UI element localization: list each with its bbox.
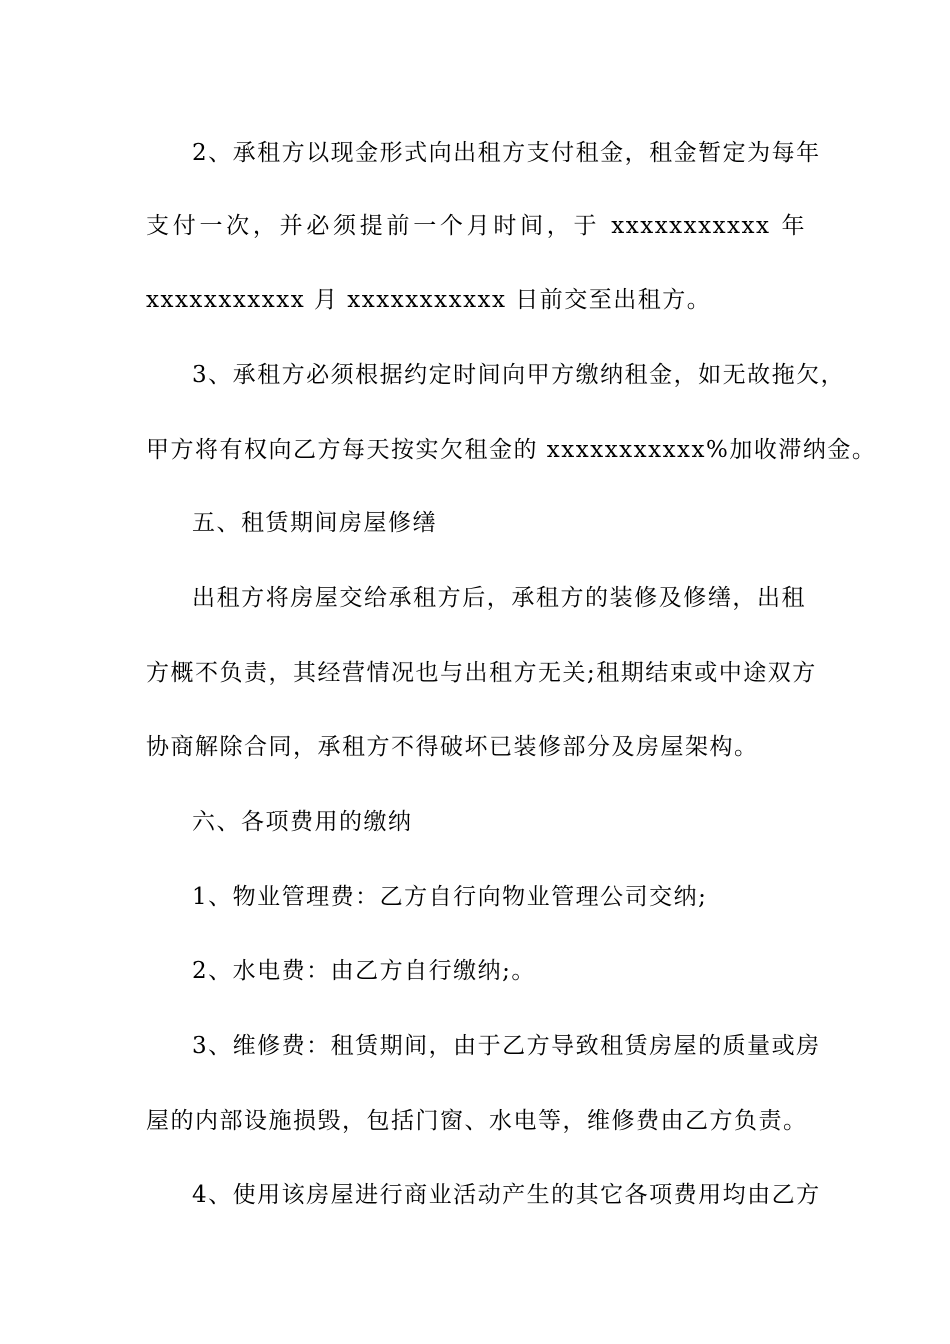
- paragraph-line: 出租方将房屋交给承租方后，承租方的装修及修缮，出租: [192, 585, 806, 611]
- paragraph-line: 协商解除合同，承租方不得破坏已装修部分及房屋架构。: [146, 734, 759, 760]
- paragraph-line: 甲方将有权向乙方每天按实欠租金的 xxxxxxxxxxx%加收滞纳金。: [146, 437, 877, 463]
- paragraph-line: 4、使用该房屋进行商业活动产生的其它各项费用均由乙方: [192, 1182, 821, 1208]
- paragraph-line: 支付一次，并必须提前一个月时间，于 xxxxxxxxxxx 年: [146, 213, 806, 239]
- paragraph-line: 方概不负责，其经营情况也与出租方无关;租期结束或中途双方: [146, 660, 817, 686]
- paragraph-line: 3、承租方必须根据约定时间向甲方缴纳租金，如无故拖欠，: [192, 362, 846, 388]
- paragraph-line: 2、水电费：由乙方自行缴纳;。: [192, 958, 536, 984]
- paragraph-line: 屋的内部设施损毁，包括门窗、水电等，维修费由乙方负责。: [146, 1108, 808, 1134]
- paragraph-line: 1、物业管理费：乙方自行向物业管理公司交纳;: [192, 884, 708, 910]
- section-heading: 六、各项费用的缴纳: [192, 809, 413, 835]
- section-heading: 五、租赁期间房屋修缮: [192, 510, 437, 536]
- paragraph-line: xxxxxxxxxxx 月 xxxxxxxxxxx 日前交至出租方。: [146, 287, 712, 313]
- paragraph-line: 2、承租方以现金形式向出租方支付租金，租金暂定为每年: [192, 140, 821, 166]
- paragraph-line: 3、维修费：租赁期间，由于乙方导致租赁房屋的质量或房: [192, 1033, 821, 1059]
